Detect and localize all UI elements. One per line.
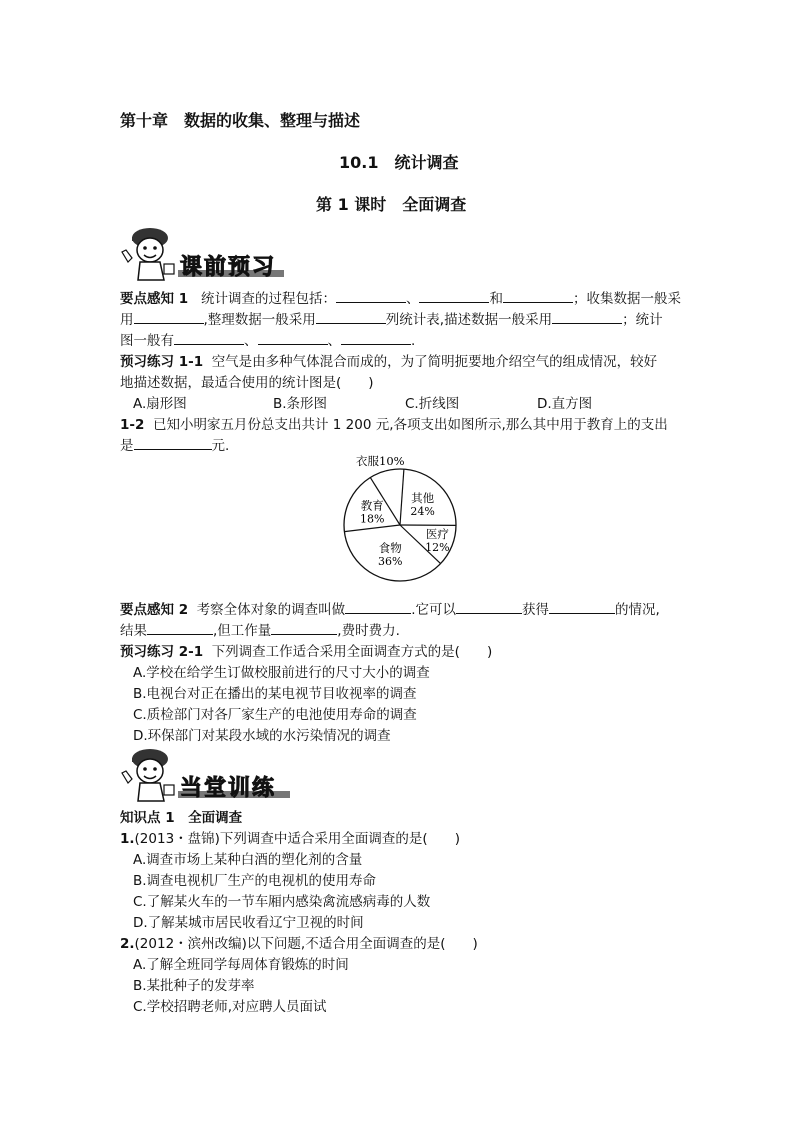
pie-label-name: 教育 — [360, 498, 384, 513]
answer-blank[interactable] — [341, 331, 411, 345]
answer-blank[interactable] — [549, 600, 615, 614]
option-c[interactable]: C.折线图 — [405, 396, 460, 412]
kp2-line1 — [120, 598, 660, 618]
kp1-label: 要点感知 1 — [120, 291, 189, 307]
ex12-text: 元. — [211, 438, 230, 454]
answer-blank[interactable] — [134, 436, 212, 450]
q1-number: 1. — [120, 831, 135, 847]
kp1-text: . — [411, 333, 416, 349]
pie-label-name: 食物 — [378, 541, 402, 556]
knowledge-point: 知识点 1 全面调查 — [120, 810, 243, 826]
q1-option-b[interactable]: B.调查电视机厂生产的电视机的使用寿命 — [133, 873, 377, 889]
ex12-text: 已知小明家五月份总支出共计 1 200 元,各项支出如图所示,那么其中用于教育上的支出 — [152, 417, 668, 433]
ex21-label: 预习练习 2-1 — [120, 644, 204, 660]
banner-preview-text: 课前预习 — [180, 255, 277, 280]
ex21-option-b[interactable]: B.电视台对正在播出的某电视节目收视率的调查 — [133, 686, 417, 702]
pie-label-name: 医疗 — [425, 527, 449, 542]
answer-blank[interactable] — [271, 621, 337, 635]
ex12-text: 是 — [120, 438, 134, 454]
option-d[interactable]: D.直方图 — [537, 396, 593, 412]
kp1-text: ；收集数据一般采 — [572, 291, 681, 307]
ex11-line1 — [120, 350, 657, 370]
answer-blank[interactable] — [147, 621, 213, 635]
kp2-text: ,费时费力. — [337, 623, 400, 639]
kp1-text: 、 — [244, 333, 258, 349]
q2-number: 2. — [120, 936, 135, 952]
answer-blank[interactable] — [174, 331, 244, 345]
kp1-line3 — [120, 329, 415, 349]
q1-source: (2013・盘锦) — [134, 831, 220, 847]
kp1-line1 — [120, 287, 681, 307]
pie-label-clothes: 衣服10% — [356, 454, 405, 468]
kp1-text: 用 — [120, 312, 134, 328]
q1-line — [120, 827, 460, 847]
pie-label-percent: 12% — [425, 541, 450, 555]
ex21-option-c[interactable]: C.质检部门对各厂家生产的电池使用寿命的调查 — [133, 707, 417, 723]
kp1-text: 列统计表,描述数据一般采用 — [385, 312, 553, 328]
answer-blank[interactable] — [456, 600, 522, 614]
kp1-line2 — [120, 308, 663, 328]
answer-blank[interactable] — [258, 331, 328, 345]
pie-label-name: 其他 — [411, 491, 435, 506]
ex21-option-d[interactable]: D.环保部门对某段水域的水污染情况的调查 — [133, 728, 391, 744]
ex12-line2 — [120, 434, 229, 454]
ex11-text: 空气是由多种气体混合而成的，为了简明扼要地介绍空气的组成情况，较好 — [211, 354, 658, 370]
q2-option-a[interactable]: A.了解全班同学每周体育锻炼的时间 — [133, 957, 349, 973]
pie-label-percent: 24% — [410, 505, 435, 519]
expense-pie-chart — [330, 453, 480, 583]
kp1-text: 、 — [405, 291, 420, 307]
answer-blank[interactable] — [552, 310, 622, 324]
kp1-text: ；统计 — [622, 312, 663, 328]
answer-blank[interactable] — [316, 310, 386, 324]
kp2-text: 的情况, — [614, 602, 660, 618]
kp2-label: 要点感知 2 — [120, 602, 189, 618]
pie-label-percent: 36% — [378, 555, 403, 569]
ex11-label: 预习练习 1-1 — [120, 354, 204, 370]
practice-banner — [118, 745, 293, 803]
ex21-option-a[interactable]: A.学校在给学生订做校服前进行的尺寸大小的调查 — [133, 665, 430, 681]
q2-option-c[interactable]: C.学校招聘老师,对应聘人员面试 — [133, 999, 327, 1015]
kp2-text: .它可以 — [411, 602, 456, 618]
kp1-text: 、 — [327, 333, 341, 349]
answer-blank[interactable] — [336, 289, 406, 303]
kp2-text: 获得 — [521, 602, 549, 618]
option-b[interactable]: B.条形图 — [273, 396, 328, 412]
option-a[interactable]: A.扇形图 — [133, 396, 187, 412]
answer-blank[interactable] — [345, 600, 411, 614]
kp1-text: 图一般有 — [120, 333, 174, 349]
q2-source: (2012・滨州改编) — [134, 936, 247, 952]
kp1-text: 和 — [489, 291, 503, 307]
q2-text: 以下问题,不适合用全面调查的是( ) — [246, 936, 478, 952]
ex11-line2: 地描述数据，最适合使用的统计图是( ) — [120, 375, 374, 391]
section-title: 10.1 统计调查 — [339, 153, 459, 172]
answer-blank[interactable] — [419, 289, 489, 303]
chapter-title: 第十章 数据的收集、整理与描述 — [120, 111, 361, 130]
q1-option-c[interactable]: C.了解某火车的一节车厢内感染禽流感病毒的人数 — [133, 894, 431, 910]
ex21-line — [120, 640, 492, 660]
kp1-text: ,整理数据一般采用 — [203, 312, 316, 328]
lesson-title: 第 1 课时 全面调查 — [316, 195, 467, 214]
ex21-text: 下列调查工作适合采用全面调查方式的是( ) — [211, 644, 493, 660]
q1-text: 下列调查中适合采用全面调查的是( ) — [219, 831, 460, 847]
ex12-line1 — [120, 413, 668, 433]
q2-line — [120, 932, 478, 952]
q2-option-b[interactable]: B.某批种子的发芽率 — [133, 978, 255, 994]
kp2-line2 — [120, 619, 400, 639]
answer-blank[interactable] — [503, 289, 573, 303]
kp2-text: 考察全体对象的调查叫做 — [196, 602, 346, 618]
pie-label-percent: 18% — [359, 512, 385, 526]
q1-option-a[interactable]: A.调查市场上某种白酒的塑化剂的含量 — [133, 852, 363, 868]
banner-practice-text: 当堂训练 — [180, 776, 277, 801]
answer-blank[interactable] — [134, 310, 204, 324]
kp2-text: 结果 — [120, 623, 147, 639]
preview-banner — [118, 224, 288, 282]
kp1-text: 统计调查的过程包括： — [200, 291, 336, 307]
ex12-label: 1-2 — [120, 417, 145, 433]
kp2-text: ,但工作量 — [213, 623, 272, 639]
q1-option-d[interactable]: D.了解某城市居民收看辽宁卫视的时间 — [133, 915, 364, 931]
